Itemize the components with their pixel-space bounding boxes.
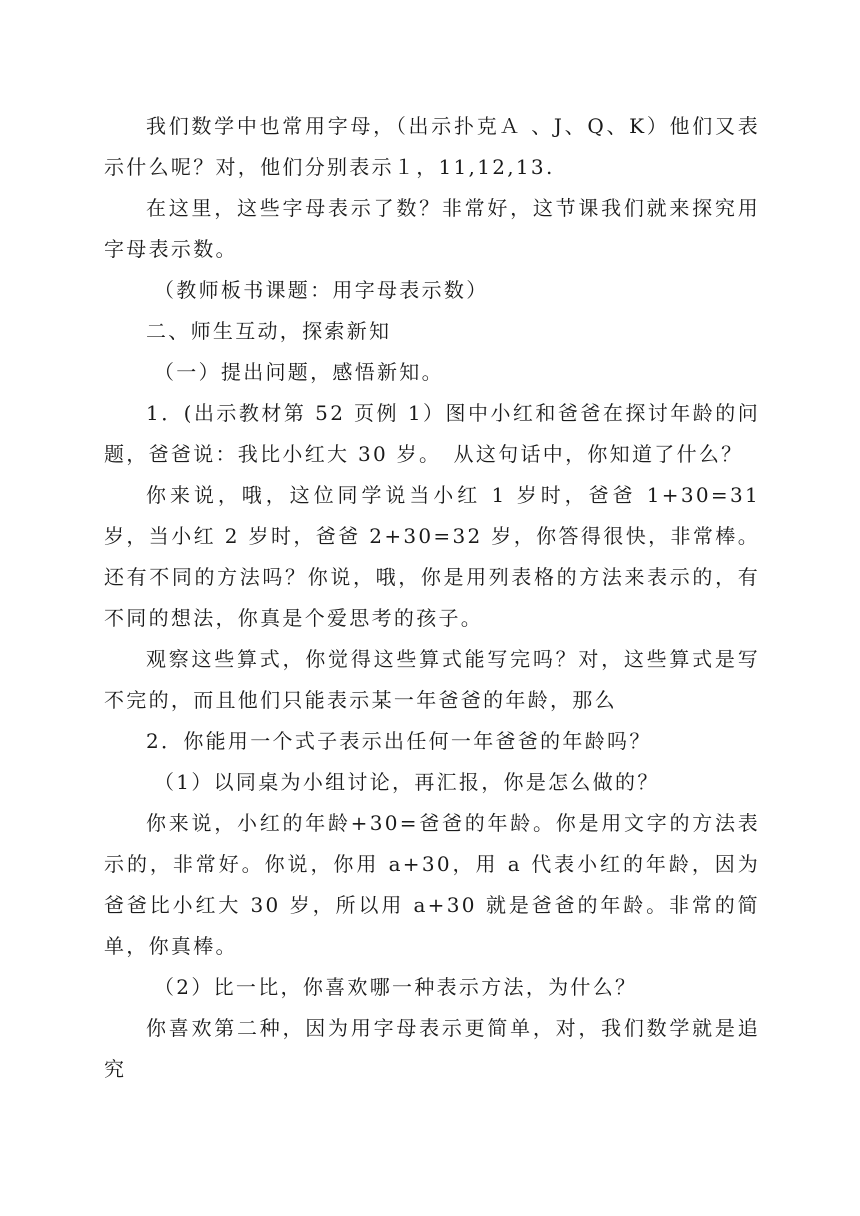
paragraph-prefer-second: 你喜欢第二种，因为用字母表示更简单，对，我们数学就是追究 — [104, 1016, 760, 1081]
paragraph-letters-represent-numbers: 在这里，这些字母表示了数？非常好，这节课我们就来探究用字母表示数。 — [104, 196, 760, 261]
subsection-heading-question: （一）提出问题，感悟新知。 — [154, 360, 444, 384]
paragraph-group-discussion: （1）以同桌为小组讨论，再汇报，你是怎么做的？ — [154, 770, 660, 794]
document-page — [104, 106, 760, 1090]
paragraph-intro-letters: 我们数学中也常用字母，（出示扑克Ａ 、J、Q、K）他们又表示什么呢？对，他们分别表示１，11,12,13. — [104, 114, 760, 179]
paragraph-question-2: 2．你能用一个式子表示出任何一年爸爸的年龄吗？ — [146, 729, 652, 753]
paragraph-student-answer-table: 你来说，哦，这位同学说当小红 1 岁时，爸爸 1+30=31 岁，当小红 2 岁时，爸爸 2+30=32 岁，你答得很快，非常棒。还有不同的方法吗？你说，哦，你是用列表格的方法来表示的，有不同的想法，你真是个爱思考的孩子。 — [104, 483, 760, 630]
paragraph-example-1: 1．(出示教材第 52 页例 1）图中小红和爸爸在探讨年龄的问题，爸爸说：我比小红大 30 岁。 从这句话中，你知道了什么？ — [104, 401, 760, 466]
paragraph-board-title: （教师板书课题：用字母表示数） — [154, 278, 489, 302]
paragraph-compare-methods: （2）比一比，你喜欢哪一种表示方法，为什么？ — [154, 975, 638, 999]
section-heading-interaction: 二、师生互动，探索新知 — [146, 319, 392, 343]
paragraph-observe-formulas: 观察这些算式，你觉得这些算式能写完吗？对，这些算式是写不完的，而且他们只能表示某一年爸爸的年龄，那么 — [104, 647, 760, 712]
paragraph-student-answer-a30: 你来说，小红的年龄+30=爸爸的年龄。你是用文字的方法表示的，非常好。你说，你用 a+30，用 a 代表小红的年龄，因为爸爸比小红大 30 岁，所以用 a+30 就是爸爸的年龄。非常的简单，你真棒。 — [104, 811, 760, 958]
